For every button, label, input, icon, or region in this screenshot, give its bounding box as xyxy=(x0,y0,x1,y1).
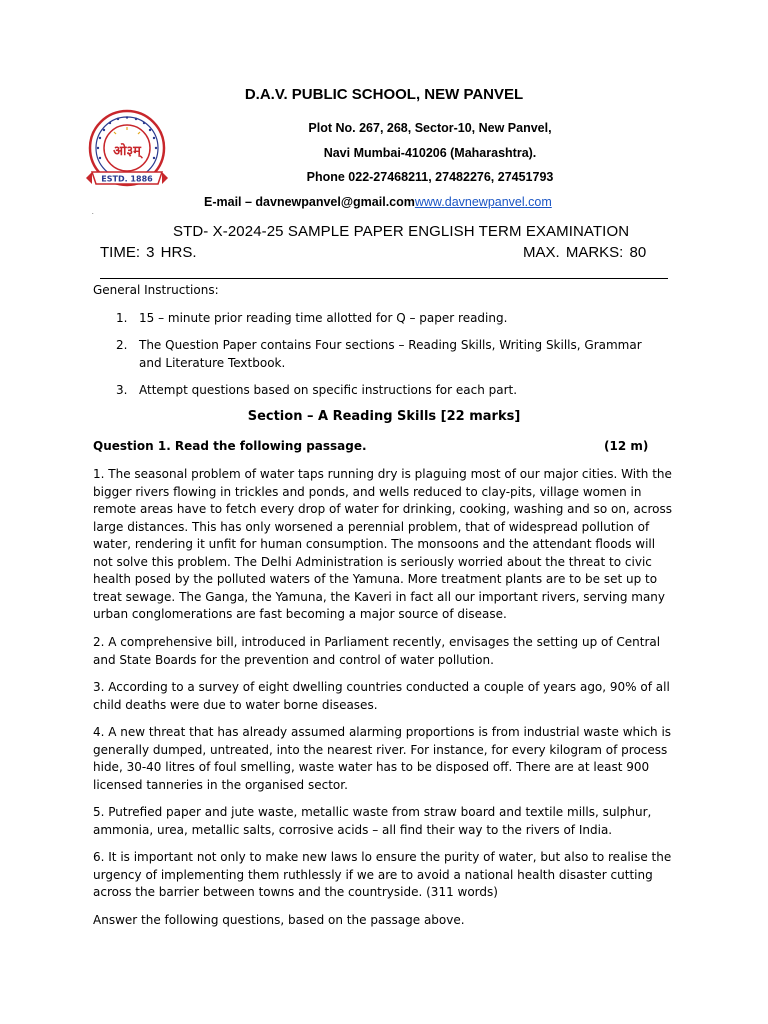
passage-paragraph: 1. The seasonal problem of water taps running dry is plaguing most of our major cities. With the bigger rivers flowing in trickles and ponds, and wells reduced to clay-pits, village women in remote areas have to fetch every drop of water for drinking, cooking, washing and so on, across large distances. This has only worsened a perennial problem, that of widespread pollution of water, rendering it unfit for human consumption. The monsoons and the attendant floods will not solve this problem. The Delhi Administration is seriously worried about the threat to civic health posed by the polluted waters of the Yamuna. More treatment plants are to be set up to treat sewage. The Ganga, the Yamuna, the Kaveri in fact all our important rivers, serving many urban conglomerations are fast becoming a major source of disease. xyxy=(93,467,673,621)
instruction-text: Attempt questions based on specific instructions for each part. xyxy=(139,383,518,397)
logo-banner-text: ESTD. 1886 xyxy=(101,174,153,184)
instruction-number: 1. xyxy=(116,311,128,325)
phone-line: Phone 022-27468211, 27482276, 27451793 xyxy=(306,170,554,184)
section-heading: Section – A Reading Skills [22 marks] xyxy=(247,409,521,424)
exam-time: TIME: 3 HRS. xyxy=(100,244,197,261)
question-marks: (12 m) xyxy=(604,439,649,453)
instruction-text: The Question Paper contains Four sections – Reading Skills, Writing Skills, Grammar and Literature Textbook. xyxy=(139,338,642,370)
passage-paragraph: 4. A new threat that has already assumed alarming proportions is from industrial waste which is generally dumped, untreated, into the nearest river. For instance, for every kilogram of process hide, 30-40 litres of foul smelling, waste water has to be disposed off. There are at least 900 licensed tanneries in the organised sector. xyxy=(93,725,672,792)
address-line-1: Plot No. 267, 268, Sector-10, New Panvel, xyxy=(308,121,552,135)
stray-mark: . xyxy=(92,210,94,216)
passage-paragraph: 3. According to a survey of eight dwelling countries conducted a couple of years ago, 90% of all child deaths were due to water borne diseases. xyxy=(93,680,670,712)
email-label: E-mail – davnewpanvel@gmail.com xyxy=(204,195,415,209)
school-logo-icon xyxy=(78,108,176,194)
passage-paragraph: 5. Putrefied paper and jute waste, metallic waste from straw board and textile mills, sulphur, ammonia, urea, metallic salts, corrosive acids – all find their way to the rivers of India. xyxy=(93,805,652,837)
exam-max-marks: MAX. MARKS: 80 xyxy=(523,244,647,261)
question-label: Question 1. Read the following passage. xyxy=(93,439,367,453)
instruction-number: 3. xyxy=(116,383,128,397)
header-divider xyxy=(100,278,668,279)
instruction-number: 2. xyxy=(116,338,128,352)
school-name: D.A.V. PUBLIC SCHOOL, NEW PANVEL xyxy=(244,86,524,103)
website-link[interactable]: www.davnewpanvel.com xyxy=(414,195,552,209)
exam-title: STD- X-2024-25 SAMPLE PAPER ENGLISH TERM EXAMINATION xyxy=(173,223,630,240)
answer-prompt: Answer the following questions, based on the passage above. xyxy=(93,913,465,927)
passage-paragraph: 6. It is important not only to make new laws lo ensure the purity of water, but also to realise the urgency of implementing them ruthlessly if we are to avoid a national health disaster cutting across the barrier between towns and the countryside. (311 words) xyxy=(93,850,672,899)
instructions-heading: General Instructions: xyxy=(93,283,219,297)
passage-paragraph: 2. A comprehensive bill, introduced in Parliament recently, envisages the setting up of Central and State Boards for the prevention and control of water pollution. xyxy=(93,635,661,667)
contact-line xyxy=(204,195,552,209)
instruction-text: 15 – minute prior reading time allotted for Q – paper reading. xyxy=(139,311,508,325)
address-line-2: Navi Mumbai-410206 (Maharashtra). xyxy=(323,146,537,160)
logo-center-text: ओ३म् xyxy=(113,144,141,159)
